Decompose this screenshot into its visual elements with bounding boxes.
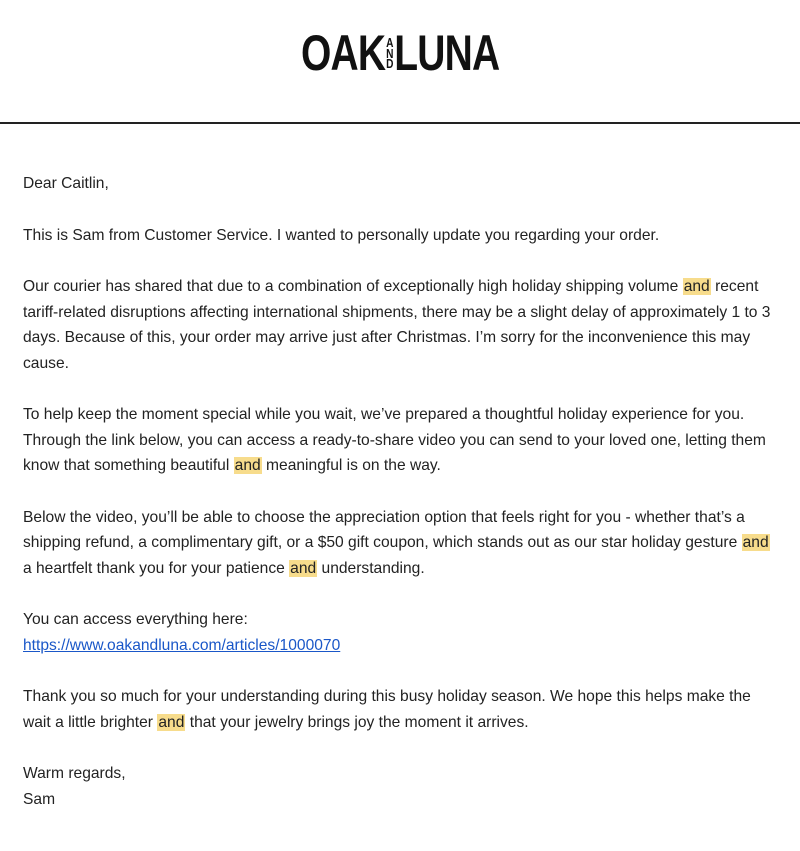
article-link[interactable]: https://www.oakandluna.com/articles/1000070 bbox=[23, 636, 341, 654]
text-segment: To help keep the moment special while you wait, we’ve prepared a thoughtful holiday experience for you. Through the link below, you can access a ready-to-share video you can send to your loved one, letting them know that something beautiful bbox=[23, 406, 766, 474]
delay-paragraph bbox=[23, 274, 777, 376]
access-label: You can access everything here: bbox=[23, 611, 248, 628]
text-segment: Our courier has shared that due to a combination of exceptionally high holiday shipping volume bbox=[23, 278, 679, 295]
logo-right-text: LUNA bbox=[394, 25, 500, 81]
highlighted-word: and bbox=[158, 713, 185, 731]
options-paragraph bbox=[23, 505, 777, 582]
brand-logo bbox=[300, 25, 500, 81]
text-segment: understanding. bbox=[321, 559, 425, 577]
logo-and-letter: D bbox=[385, 56, 394, 72]
text-segment: recent tariff-related disruptions affecting international shipments, there may be a slight delay of approximately 1 to 3 days. Because of this, your order may arrive just after Christmas. I’m sorry for the inconvenience this may cause. bbox=[23, 278, 771, 372]
signature: Sam bbox=[23, 790, 56, 808]
logo-and-letter: N bbox=[385, 45, 394, 61]
email-body bbox=[0, 124, 800, 812]
logo-left-text: OAK bbox=[300, 25, 386, 81]
intro-paragraph: This is Sam from Customer Service. I wanted to personally update you regarding your order. bbox=[23, 226, 660, 244]
thanks-paragraph bbox=[23, 684, 777, 735]
video-paragraph bbox=[23, 402, 777, 479]
link-line bbox=[23, 633, 777, 659]
highlighted-word: and bbox=[290, 559, 317, 577]
text-segment: that your jewelry brings joy the moment it arrives. bbox=[189, 713, 529, 731]
highlighted-word: and bbox=[683, 278, 710, 295]
text-segment: a heartfelt thank you for your patience bbox=[23, 559, 285, 577]
text-segment: Thank you so much for your understanding during this busy holiday season. We hope this helps make the wait a little brighter bbox=[23, 688, 751, 731]
signoff: Warm regards, bbox=[23, 765, 126, 782]
highlighted-word: and bbox=[742, 534, 769, 551]
highlighted-word: and bbox=[234, 457, 261, 474]
logo-and-letter: A bbox=[385, 35, 394, 51]
email-header bbox=[0, 0, 800, 124]
text-segment: Below the video, you’ll be able to choose the appreciation option that feels right for you - whether that’s a shipping refund, a complimentary gift, or a $50 gift coupon, which stands out as our star holiday gesture bbox=[23, 508, 745, 551]
text-segment: meaningful is on the way. bbox=[266, 457, 441, 474]
logo-and-stack bbox=[386, 36, 393, 70]
greeting: Dear Caitlin, bbox=[23, 175, 109, 192]
